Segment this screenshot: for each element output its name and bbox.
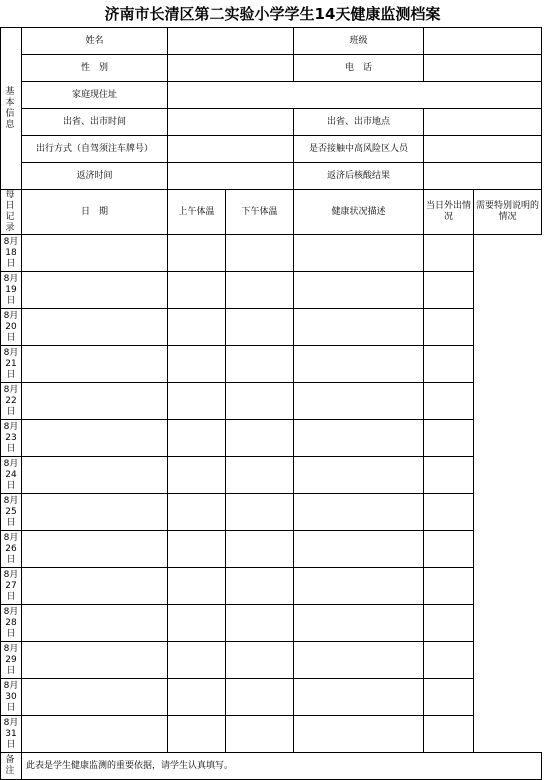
daily-date: 8月27日 xyxy=(1,568,22,605)
pm-temp-cell[interactable] xyxy=(168,235,226,272)
pm-temp-cell[interactable] xyxy=(168,346,226,383)
departure-place-label: 出省、出市地点 xyxy=(294,109,424,136)
daily-row xyxy=(1,235,542,272)
am-temp-cell[interactable] xyxy=(22,346,168,383)
daily-row xyxy=(1,420,542,457)
pm-temp-cell[interactable] xyxy=(168,383,226,420)
notes-cell[interactable] xyxy=(424,383,474,420)
info-row-name xyxy=(1,28,542,55)
daily-date: 8月29日 xyxy=(1,642,22,679)
daily-date: 8月22日 xyxy=(1,383,22,420)
outing-cell[interactable] xyxy=(294,642,424,679)
am-temp-cell[interactable] xyxy=(22,605,168,642)
pm-temp-cell[interactable] xyxy=(168,457,226,494)
notes-cell[interactable] xyxy=(424,235,474,272)
remarks-row xyxy=(1,753,542,780)
am-temp-cell[interactable] xyxy=(22,457,168,494)
pm-temp-cell[interactable] xyxy=(168,642,226,679)
col-notes-header: 需要特别说明的情况 xyxy=(474,190,542,235)
info-row-departure xyxy=(1,109,542,136)
health-cell[interactable] xyxy=(226,494,294,531)
pm-temp-cell[interactable] xyxy=(168,309,226,346)
daily-header-row xyxy=(1,190,542,235)
health-cell[interactable] xyxy=(226,679,294,716)
notes-cell[interactable] xyxy=(424,679,474,716)
daily-date: 8月28日 xyxy=(1,605,22,642)
outing-cell[interactable] xyxy=(294,309,424,346)
notes-cell[interactable] xyxy=(424,272,474,309)
daily-date: 8月23日 xyxy=(1,420,22,457)
pm-temp-cell[interactable] xyxy=(168,605,226,642)
health-cell[interactable] xyxy=(226,531,294,568)
daily-row xyxy=(1,716,542,753)
daily-date: 8月18日 xyxy=(1,235,22,272)
daily-date: 8月19日 xyxy=(1,272,22,309)
am-temp-cell[interactable] xyxy=(22,494,168,531)
notes-cell[interactable] xyxy=(424,457,474,494)
daily-row xyxy=(1,309,542,346)
outing-cell[interactable] xyxy=(294,235,424,272)
am-temp-cell[interactable] xyxy=(22,272,168,309)
class-field[interactable] xyxy=(424,28,542,55)
am-temp-cell[interactable] xyxy=(22,642,168,679)
notes-cell[interactable] xyxy=(424,309,474,346)
daily-row xyxy=(1,679,542,716)
daily-row xyxy=(1,531,542,568)
health-cell[interactable] xyxy=(226,346,294,383)
col-am-temp-header: 上午体温 xyxy=(168,190,226,235)
return-time-label: 返济时间 xyxy=(22,163,168,190)
daily-row xyxy=(1,605,542,642)
remarks-label: 备 注 xyxy=(1,753,22,780)
outing-cell[interactable] xyxy=(294,716,424,753)
am-temp-cell[interactable] xyxy=(22,679,168,716)
daily-date: 8月21日 xyxy=(1,346,22,383)
contact-label: 是否接触中高风险区人员 xyxy=(294,136,424,163)
basic-info-section-label: 基 本 信 息 xyxy=(1,28,22,190)
notes-cell[interactable] xyxy=(424,605,474,642)
daily-row xyxy=(1,457,542,494)
daily-date: 8月20日 xyxy=(1,309,22,346)
info-row-return xyxy=(1,163,542,190)
am-temp-cell[interactable] xyxy=(22,383,168,420)
info-row-travel xyxy=(1,136,542,163)
daily-date: 8月30日 xyxy=(1,679,22,716)
address-label: 家庭现住址 xyxy=(22,82,168,109)
daily-row xyxy=(1,346,542,383)
am-temp-cell[interactable] xyxy=(22,568,168,605)
pm-temp-cell[interactable] xyxy=(168,531,226,568)
notes-cell[interactable] xyxy=(424,716,474,753)
pm-temp-cell[interactable] xyxy=(168,272,226,309)
class-label: 班级 xyxy=(294,28,424,55)
daily-record-section-label: 每 日 记 录 xyxy=(1,190,22,235)
pm-temp-cell[interactable] xyxy=(168,568,226,605)
test-result-label: 返济后核酸结果 xyxy=(294,163,424,190)
am-temp-cell[interactable] xyxy=(22,235,168,272)
phone-field[interactable] xyxy=(424,55,542,82)
notes-cell[interactable] xyxy=(424,642,474,679)
outing-cell[interactable] xyxy=(294,457,424,494)
pm-temp-cell[interactable] xyxy=(168,494,226,531)
phone-label: 电 话 xyxy=(294,55,424,82)
am-temp-cell[interactable] xyxy=(22,309,168,346)
outing-cell[interactable] xyxy=(294,494,424,531)
pm-temp-cell[interactable] xyxy=(168,679,226,716)
pm-temp-cell[interactable] xyxy=(168,716,226,753)
contact-field[interactable] xyxy=(424,136,542,163)
remarks-text: 此表是学生健康监测的重要依据，请学生认真填写。 xyxy=(22,753,542,780)
outing-cell[interactable] xyxy=(294,605,424,642)
test-result-field[interactable] xyxy=(424,163,542,190)
health-cell[interactable] xyxy=(226,235,294,272)
outing-cell[interactable] xyxy=(294,531,424,568)
pm-temp-cell[interactable] xyxy=(168,420,226,457)
travel-mode-label: 出行方式（自驾须注车牌号） xyxy=(22,136,168,163)
health-cell[interactable] xyxy=(226,457,294,494)
outing-cell[interactable] xyxy=(294,272,424,309)
col-pm-temp-header: 下午体温 xyxy=(226,190,294,235)
daily-row xyxy=(1,642,542,679)
outing-cell[interactable] xyxy=(294,679,424,716)
info-row-gender xyxy=(1,55,542,82)
health-cell[interactable] xyxy=(226,568,294,605)
daily-row xyxy=(1,383,542,420)
name-field[interactable] xyxy=(168,28,294,55)
departure-time-field[interactable] xyxy=(168,109,294,136)
notes-cell[interactable] xyxy=(424,568,474,605)
am-temp-cell[interactable] xyxy=(22,420,168,457)
gender-label: 性 别 xyxy=(22,55,168,82)
gender-field[interactable] xyxy=(168,55,294,82)
outing-cell[interactable] xyxy=(294,568,424,605)
daily-row xyxy=(1,568,542,605)
health-cell[interactable] xyxy=(226,716,294,753)
daily-date: 8月24日 xyxy=(1,457,22,494)
notes-cell[interactable] xyxy=(424,420,474,457)
travel-mode-field[interactable] xyxy=(168,136,294,163)
info-row-address xyxy=(1,82,542,109)
daily-date: 8月31日 xyxy=(1,716,22,753)
col-date-header: 日 期 xyxy=(22,190,168,235)
return-time-field[interactable] xyxy=(168,163,294,190)
health-cell[interactable] xyxy=(226,309,294,346)
health-cell[interactable] xyxy=(226,420,294,457)
health-cell[interactable] xyxy=(226,383,294,420)
am-temp-cell[interactable] xyxy=(22,716,168,753)
departure-place-field[interactable] xyxy=(424,109,542,136)
notes-cell[interactable] xyxy=(424,494,474,531)
daily-date: 8月25日 xyxy=(1,494,22,531)
health-cell[interactable] xyxy=(226,642,294,679)
daily-row xyxy=(1,494,542,531)
departure-time-label: 出省、出市时间 xyxy=(22,109,168,136)
daily-date: 8月26日 xyxy=(1,531,22,568)
notes-cell[interactable] xyxy=(424,531,474,568)
form-title: 济南市长清区第二实验小学学生14天健康监测档案 xyxy=(104,5,441,23)
col-health-header: 健康状况描述 xyxy=(294,190,424,235)
daily-row xyxy=(1,272,542,309)
outing-cell[interactable] xyxy=(294,383,424,420)
form-table xyxy=(0,27,542,780)
outing-cell[interactable] xyxy=(294,420,424,457)
name-label: 姓名 xyxy=(22,28,168,55)
health-cell[interactable] xyxy=(226,605,294,642)
address-field[interactable] xyxy=(168,82,542,109)
notes-cell[interactable] xyxy=(424,346,474,383)
health-cell[interactable] xyxy=(226,272,294,309)
am-temp-cell[interactable] xyxy=(22,531,168,568)
outing-cell[interactable] xyxy=(294,346,424,383)
col-outing-header: 当日外出情况 xyxy=(424,190,474,235)
